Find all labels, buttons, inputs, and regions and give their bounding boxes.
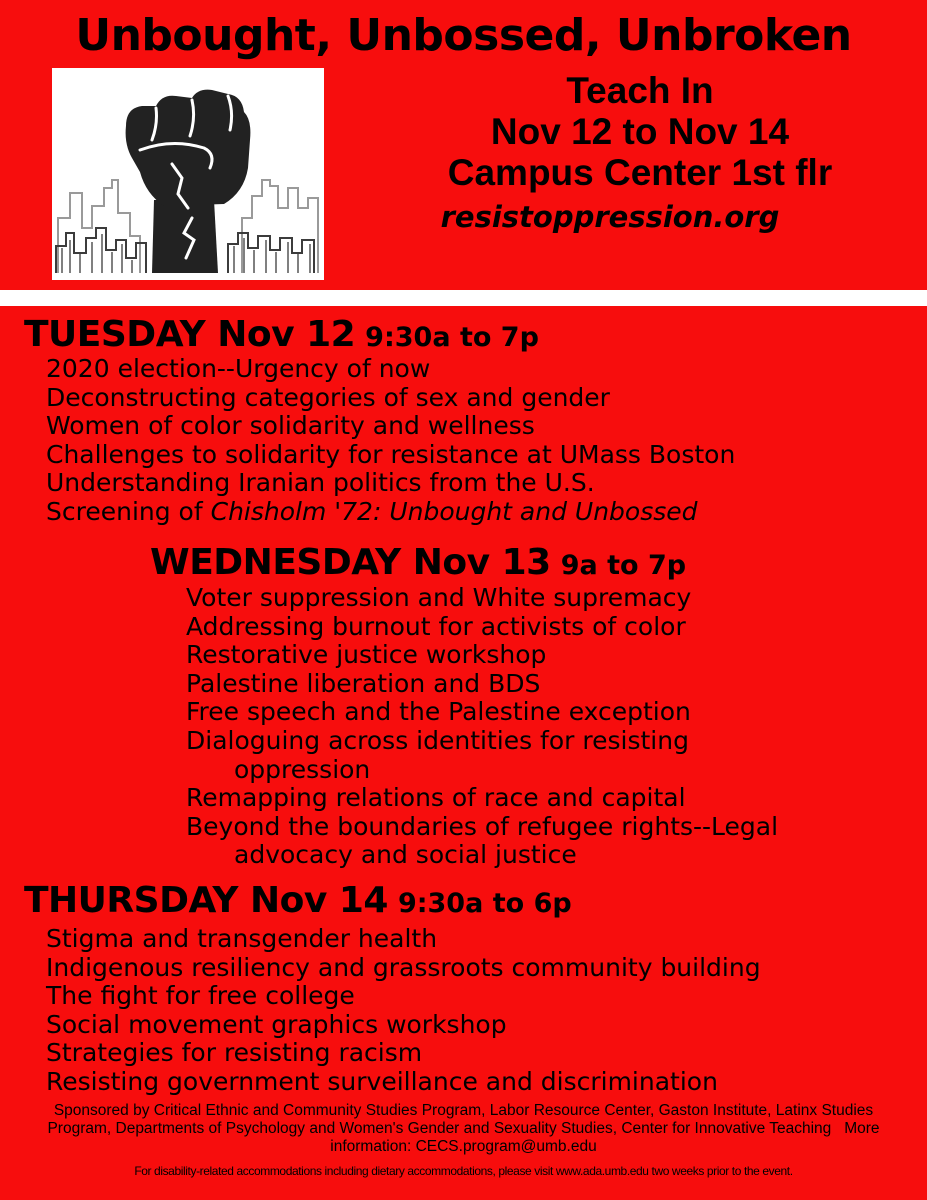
list-item: Women of color solidarity and wellness <box>46 411 535 441</box>
film-title: Chisholm '72: Unbought and Unbossed <box>210 496 698 526</box>
list-item: Restorative justice workshop <box>186 640 547 670</box>
day-name: WEDNESDAY Nov 13 <box>150 542 551 583</box>
day-time: 9a to 7p <box>560 550 687 581</box>
list-item: 2020 election--Urgency of now <box>46 354 431 383</box>
event-location: Campus Center 1st flr <box>447 152 833 193</box>
disability-note: For disability-related accommodations including dietary accommodations, please visit www.ada.umb.edu two weeks prior to the event. <box>134 1164 793 1178</box>
sponsors-text <box>20 1102 907 1156</box>
day-time: 9:30a to 6p <box>397 888 572 919</box>
list-item: Addressing burnout for activists of color <box>186 611 686 641</box>
list-item-continuation: oppression <box>234 754 371 784</box>
session-list-wednesday <box>186 584 778 870</box>
list-item <box>186 813 778 870</box>
list-item: Understanding Iranian politics from the U.S. <box>46 468 595 498</box>
day-heading-thursday <box>24 880 572 921</box>
event-name: Teach In <box>566 70 714 111</box>
list-item: Voter suppression and White supremacy <box>186 583 692 612</box>
list-item: Strategies for resisting racism <box>46 1038 423 1068</box>
list-item-line: Dialoguing across identities for resisting <box>186 725 689 755</box>
session-list-thursday <box>46 925 761 1097</box>
list-item: Resisting government surveillance and discrimination <box>46 1066 718 1096</box>
list-item: Free speech and the Palestine exception <box>186 697 691 727</box>
list-item: Challenges to solidarity for resistance at UMass Boston <box>46 439 736 469</box>
fist-logo <box>52 68 324 280</box>
list-item: Indigenous resiliency and grassroots community building <box>46 952 761 982</box>
list-item: Deconstructing categories of sex and gender <box>46 382 610 412</box>
event-dates: Nov 12 to Nov 14 <box>490 111 790 152</box>
list-item: Stigma and transgender health <box>46 924 438 953</box>
list-item: Remapping relations of race and capital <box>186 783 686 813</box>
list-item <box>46 498 735 527</box>
list-item-continuation: advocacy and social justice <box>234 840 577 870</box>
day-name: THURSDAY Nov 14 <box>24 880 388 921</box>
session-list-tuesday <box>46 355 735 527</box>
list-item: Social movement graphics workshop <box>46 1009 507 1039</box>
list-item-line: Beyond the boundaries of refugee rights--Legal <box>186 811 779 841</box>
list-item: The fight for free college <box>46 981 355 1011</box>
day-time: 9:30a to 7p <box>365 322 539 353</box>
day-name: TUESDAY Nov 12 <box>24 314 356 355</box>
list-item <box>186 727 778 784</box>
divider <box>0 290 927 306</box>
day-heading-wednesday <box>150 542 686 583</box>
raised-fist-icon <box>52 68 324 280</box>
poster-title: Unbought, Unbossed, Unbroken <box>75 10 852 61</box>
event-website-link[interactable]: resistoppression.org <box>440 200 780 234</box>
more-info-email[interactable]: More information: CECS.program@umb.edu <box>330 1120 880 1155</box>
sponsors: Sponsored by Critical Ethnic and Community Studies Program, Labor Resource Center, Gaston Institute, Latinx Studies Program, Departments of Psychology and Women's Gender and Sexuality Studies, Center for Innovative Teaching <box>47 1102 874 1137</box>
day-heading-tuesday <box>24 314 539 355</box>
event-info <box>390 70 890 238</box>
list-item: Palestine liberation and BDS <box>186 668 541 698</box>
screening-prefix: Screening of <box>46 496 211 526</box>
